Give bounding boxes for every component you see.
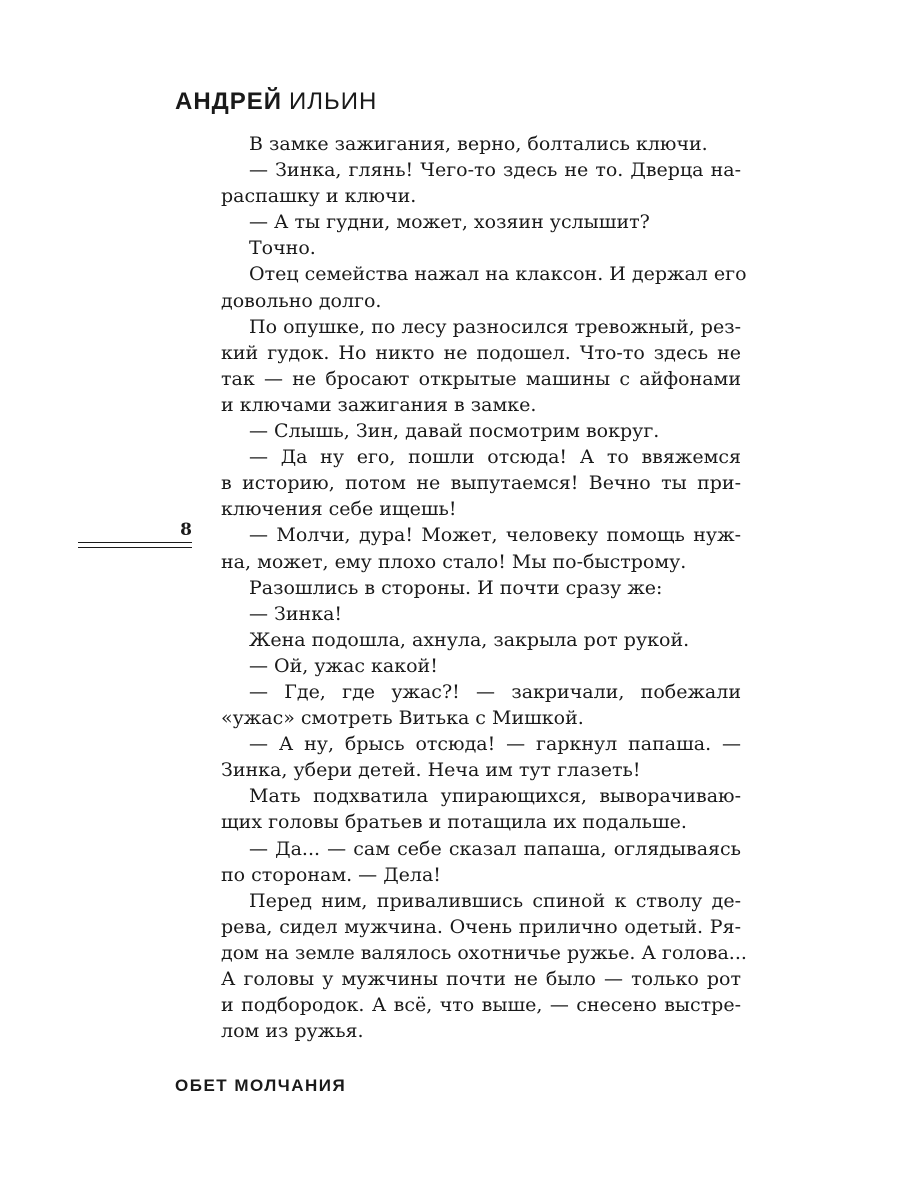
text-line: лом из ружья. xyxy=(221,1020,364,1043)
text-line: — А ну, брысь отсюда! — гаркнул папаша. — xyxy=(249,733,741,756)
text-line: рева, сидел мужчина. Очень прилично одетый. Ря- xyxy=(221,915,741,938)
text-line: довольно долго. xyxy=(221,289,382,312)
text-line: на, может, ему плохо стало! Мы по-быстрому. xyxy=(221,550,687,573)
author-last-name: ИЛЬИН xyxy=(289,88,378,115)
text-line: Разошлись в стороны. И почти сразу же: xyxy=(249,576,663,599)
text-line: распашку и ключи. xyxy=(221,185,417,208)
text-line: и подбородок. А всё, что выше, — снесено выстре- xyxy=(221,994,741,1017)
text-line: Зинка, убери детей. Неча им тут глазеть! xyxy=(221,759,641,782)
text-line: по сторонам. — Дела! xyxy=(221,863,441,886)
running-footer-title: ОБЕТ МОЛЧАНИЯ xyxy=(175,1076,347,1095)
body-text xyxy=(221,131,747,1044)
text-line: в историю, потом не выпутаемся! Вечно ты при- xyxy=(221,472,741,495)
text-line: — Да ну его, пошли отсюда! А то ввяжемся xyxy=(249,446,741,469)
text-line: — Молчи, дура! Может, человеку помощь нуж- xyxy=(249,524,741,547)
text-line: — Да... — сам себе сказал папаша, оглядываясь xyxy=(249,837,741,860)
text-line: Точно. xyxy=(249,237,316,260)
text-line: щих головы братьев и потащила их подальше. xyxy=(221,811,687,834)
page-number-rule-bottom xyxy=(78,547,192,548)
text-line: так — не бросают открытые машины с айфонами xyxy=(221,367,741,390)
text-line: А головы у мужчины почти не было — только рот xyxy=(221,968,741,990)
running-header-author xyxy=(175,88,377,116)
text-line: Перед ним, привалившись спиной к стволу де- xyxy=(249,889,741,912)
text-line: Отец семейства нажал на клаксон. И держал его xyxy=(249,263,747,286)
text-line: — Ой, ужас какой! xyxy=(249,654,438,677)
text-line: «ужас» смотреть Витька с Мишкой. xyxy=(221,707,584,730)
text-line: Мать подхватила упирающихся, выворачиваю- xyxy=(249,785,741,808)
text-line: кий гудок. Но никто не подошел. Что-то здесь не xyxy=(221,341,741,364)
text-line: ключения себе ищешь! xyxy=(221,498,457,521)
author-first-name: АНДРЕЙ xyxy=(175,88,283,115)
text-line: — Где, где ужас?! — закричали, побежали xyxy=(249,680,741,703)
text-line: По опушке, по лесу разносился тревожный, рез- xyxy=(249,315,741,338)
text-line: дом на земле валялось охотничье ружье. А голова... xyxy=(221,941,747,964)
text-line: — Слышь, Зин, давай посмотрим вокруг. xyxy=(249,420,660,443)
text-line: В замке зажигания, верно, болтались ключи. xyxy=(249,133,708,155)
page-number-rule-top xyxy=(78,542,192,543)
text-line: — А ты гудни, может, хозяин услышит? xyxy=(249,211,650,234)
text-line: — Зинка, глянь! Чего-то здесь не то. Дверца на- xyxy=(249,159,741,182)
text-line: и ключами зажигания в замке. xyxy=(221,393,537,416)
text-line: — Зинка! xyxy=(249,602,343,625)
page-number: 8 xyxy=(180,520,192,540)
text-line: Жена подошла, ахнула, закрыла рот рукой. xyxy=(249,628,690,651)
